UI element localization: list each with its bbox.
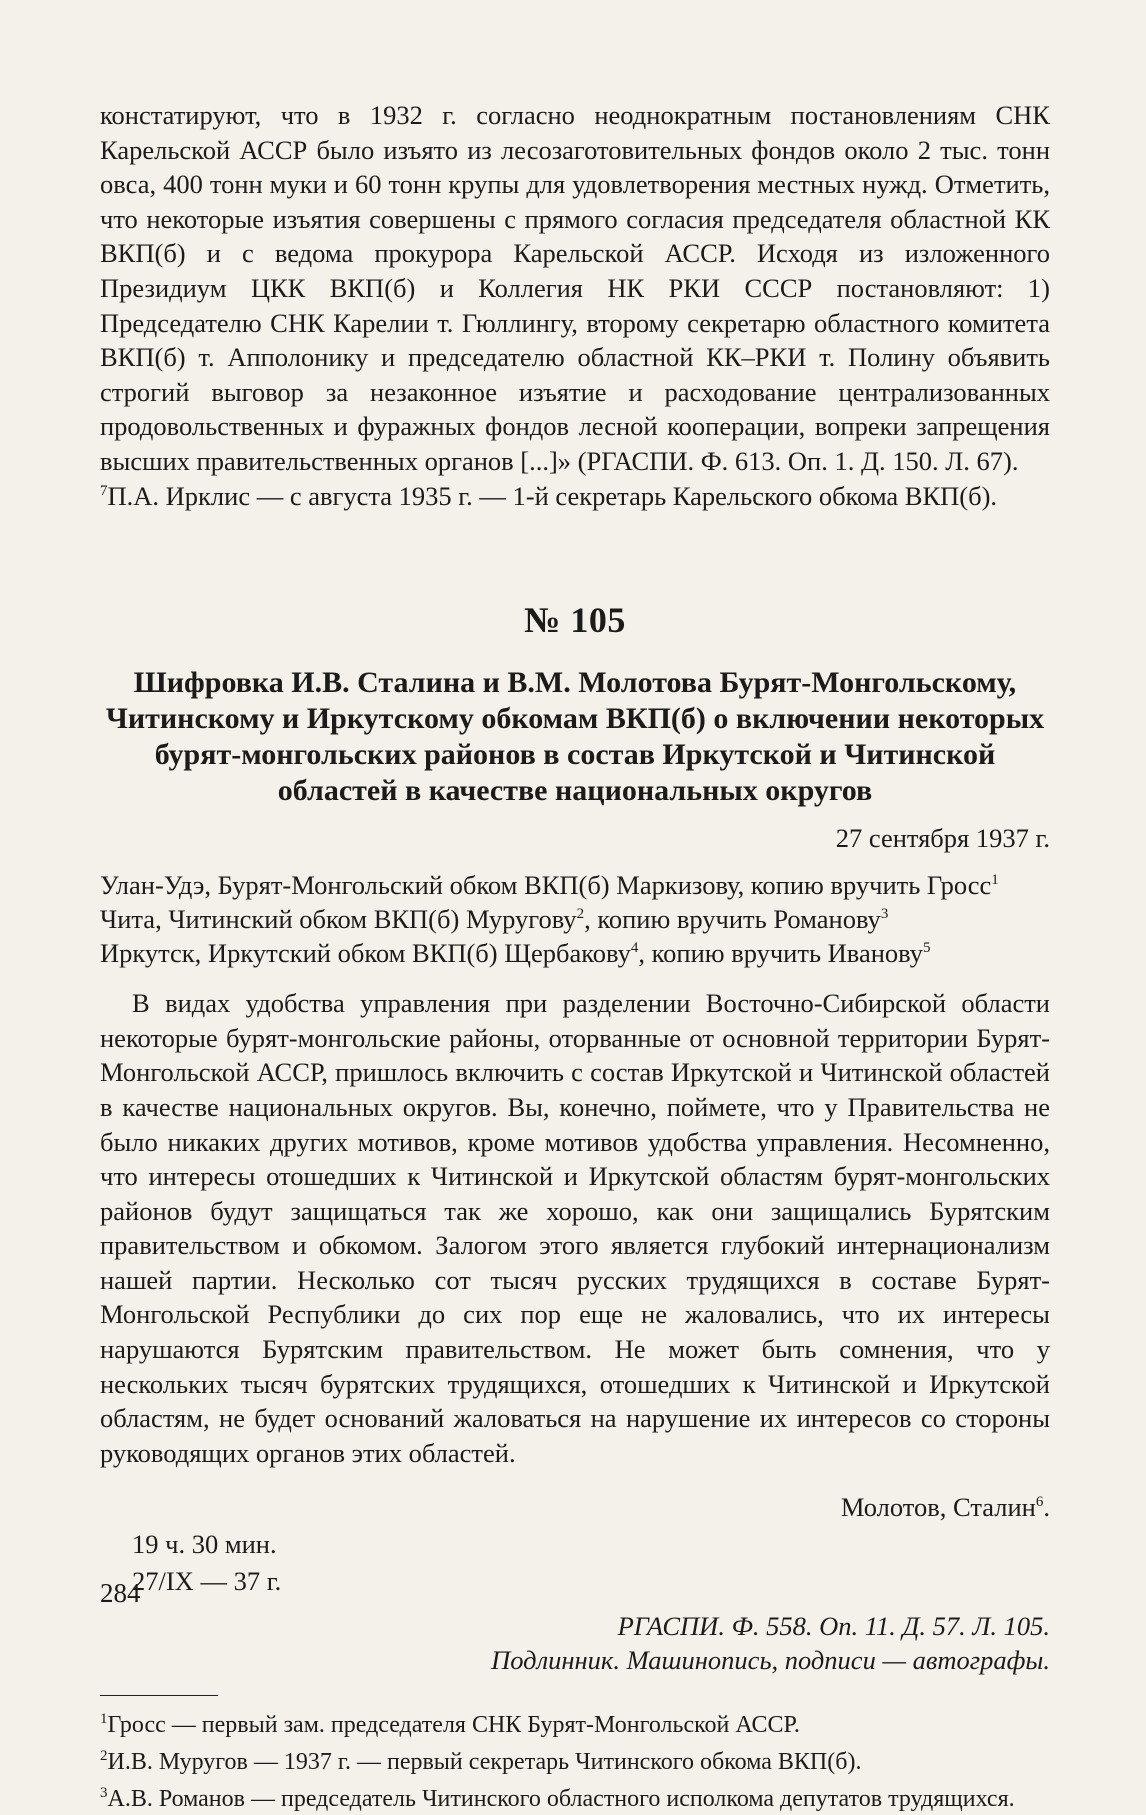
footnote-1 (100, 1710, 1050, 1741)
footnote-mark: 7 (100, 482, 108, 499)
document-date: 27 сентября 1937 г. (835, 823, 1050, 854)
addressee-text: , копию вручить Иванову (638, 938, 924, 969)
document-title: Шифровка И.В. Сталина и В.М. Молотова Бурят-Монгольскому, Читинскому и Иркутскому обкомам ВКП(б) о включении некоторых бурят-монгольских районов в состав Иркутской и Читинской областей в качестве национальных округов (105, 666, 1045, 808)
footnote-text: Гросс — первый зам. председателя СНК Бурят-Монгольской АССР. (107, 1712, 800, 1739)
addressee-text: Улан-Удэ, Бурят-Монгольский обком ВКП(б) Маркизову, копию вручить Гросс (100, 870, 992, 901)
signature-text: Молотов, Сталин (840, 1492, 1036, 1523)
footnote-mark: 2 (576, 906, 585, 923)
addressee-text: , копию вручить Романову (584, 904, 881, 935)
footnote-mark: 1 (100, 1711, 108, 1728)
footnote-mark: 4 (630, 940, 639, 957)
footnote-3 (100, 1784, 1050, 1815)
archive-line: Подлинник. Машинопись, подписи — автографы. (491, 1645, 1050, 1676)
footnote-7 (100, 479, 1050, 514)
page-number: 284 (100, 1578, 141, 1608)
footnote-mark: 3 (880, 906, 889, 923)
document-number: № 105 (524, 600, 626, 641)
footnote-2 (100, 1747, 1050, 1778)
addressee-line (100, 936, 1050, 970)
footnote-text: И.В. Муругов — 1937 г. — первый секретарь Читинского обкома ВКП(б). (107, 1749, 862, 1776)
footnote-mark: 6 (1035, 1494, 1044, 1511)
signature: Молотов, Сталин$^6$. (840, 1492, 1050, 1523)
footnote-mark: 3 (100, 1785, 108, 1802)
continued-footnote-paragraph: констатируют, что в 1932 г. согласно неоднократным постановлениям СНК Карельской АССР было изъято из лесозаготовительных фондов около 2 тыс. тонн овса, 400 тонн муки и 60 тонн крупы для удовлетворения местных нужд. Отметить, что некоторые изъятия совершены с прямого согласия председателя областной КК ВКП(б) и с ведома прокурора Карельской АССР. Исходя из изложенного Президиум ЦКК ВКП(б) и Коллегия НК РКИ СССР постановляют: 1) Председателю СНК Карелии т. Гюллингу, второму секретарю областного комитета ВКП(б) т. Апполонику и председателю областной КК–РКИ т. Полину объявить строгий выговор за незаконное изъятие и расходование централизованных продовольственных и фуражных фондов лесной кооперации, вопреки запрещения высших правительственных органов [...]» (РГАСПИ. Ф. 613. Оп. 1. Д. 150. Л. 67). (100, 100, 1050, 476)
archive-reference (100, 1609, 1050, 1677)
sent-date: 27/IX — 37 г. (132, 1566, 282, 1597)
addressee-text: Чита, Читинский обком ВКП(б) Муругову (100, 904, 577, 935)
archive-line: РГАСПИ. Ф. 558. Оп. 11. Д. 57. Л. 105. (617, 1611, 1050, 1642)
footnote-mark: 1 (991, 872, 999, 889)
addressee-line (100, 868, 1050, 902)
addressee-text: Иркутск, Иркутский обком ВКП(б) Щербакову (100, 938, 631, 969)
footnote-divider (100, 1695, 218, 1696)
sent-time: 19 ч. 30 мин. (132, 1529, 277, 1560)
telegram-body: В видах удобства управления при разделении Восточно-Сибирской области некоторые бурят-монгольские районы, оторванные от основной территории Бурят-Монгольской АССР, пришлось включить с состав Иркутской и Читинской областей в качестве национальных округов. Вы, конечно, поймете, что у Правительства не было никаких других мотивов, кроме мотивов удобства управления. Несомненно, что интересы отошедших к Читинской и Иркутской областям бурят-монгольских районов будут защищаться так же хорошо, как они защищались Бурятским правительством и обкомом. Залогом этого является глубокий интернационализм нашей партии. Несколько сот тысяч русских трудящихся в составе Бурят-Монгольской Республики до сих пор еще не жаловались, что их интересы нарушаются Бурятским правительством. Не может быть сомнения, что у нескольких тысяч бурятских трудящихся, отошедших к Читинской и Иркутской областям, не будет оснований жаловаться на нарушение их интересов со стороны руководящих органов этих областей. (100, 988, 1050, 1468)
addressee-line (100, 902, 1050, 936)
footnote-mark: 5 (923, 940, 931, 957)
footnote-text: А.В. Романов — председатель Читинского областного исполкома депутатов трудящихся. (107, 1786, 1015, 1813)
footnote-mark: 2 (100, 1748, 108, 1765)
footnote-text: П.А. Ирклис — с августа 1935 г. — 1-й секретарь Карельского обкома ВКП(б). (107, 480, 998, 511)
